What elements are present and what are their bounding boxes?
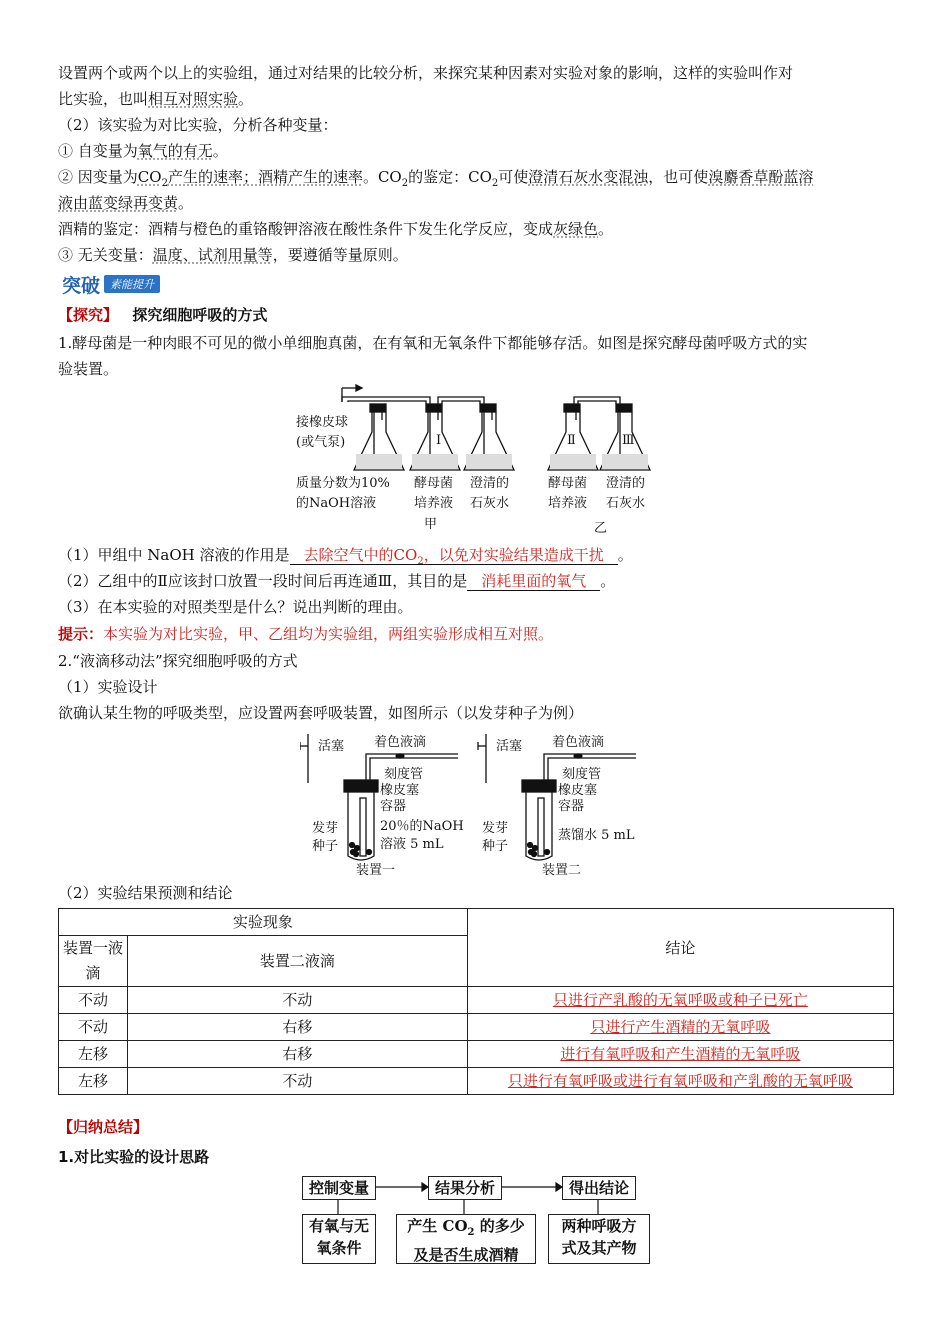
results-table [58,908,894,1095]
group-b-label: 乙 [594,521,608,536]
valve-label-1: 活塞 [318,739,345,754]
seed-label-2a: 发芽 [482,821,509,836]
yeast-label-b2: 培养液 [548,496,588,511]
row-2-device-1: 不动 [59,1014,128,1041]
stopper-label-1: 橡皮塞 [380,783,420,798]
summary-heading: 【归纳总结】 [58,1118,149,1136]
question-1-line-2: 验装置。 [58,360,119,378]
row-3-conclusion: 进行有氧呼吸和产生酒精的无氧呼吸 [467,1041,893,1068]
table-row [59,1041,894,1068]
header-conclusion: 结论 [467,909,893,987]
yeast-label-b1: 酵母菌 [548,476,588,491]
lime-label-a1: 澄清的 [470,476,510,491]
banner-subtitle: 素能提升 [104,275,160,293]
question-2-title: 2.“液滴移动法”探究细胞呼吸的方式 [58,652,298,670]
row-2-conclusion: 只进行产生酒精的无氧呼吸 [467,1014,893,1041]
table-row [59,987,894,1014]
drop-label-2: 着色液滴 [552,735,605,750]
naoh-label-fig2b: 溶液 5 mL [380,837,444,852]
flow-box-conclusion: 得出结论 [562,1176,636,1200]
flow-box-analysis: 结果分析 [428,1176,502,1200]
container-label-2: 容器 [558,799,585,814]
seed-label-2b: 种子 [482,839,509,854]
section-banner [62,273,160,295]
seed-label-1a: 发芽 [312,821,339,836]
header-device-1: 装置一液 滴 [59,936,128,987]
flow-sub-types: 两种呼吸方 式及其产物 [548,1214,650,1264]
intro-line-2: 比实验，也叫相互对照实验。 [58,90,254,108]
explore-heading: 【探究】 探究细胞呼吸的方式 [58,306,268,324]
row-4-conclusion: 只进行有氧呼吸或进行有氧呼吸和产乳酸的无氧呼吸 [467,1068,893,1095]
banner-title: 突破 [62,274,101,297]
design-subtitle: （1）实验设计 [58,678,158,696]
flask-label-1: Ⅰ [436,433,442,448]
flow-connectors [300,1176,640,1216]
naoh-label-1: 质量分数为10% [296,476,390,491]
lime-label-b2: 石灰水 [606,496,646,511]
tube-label-2: 刻度管 [562,767,602,782]
yeast-apparatus-figure [290,380,660,542]
seed-label-1b: 种子 [312,839,339,854]
intro-line-4: ① 自变量为氧气的有无。 [58,142,228,160]
intro-line-7: 酒精的鉴定：酒精与橙色的重铬酸钾溶液在酸性条件下发生化学反应，变成灰绿色。 [58,220,614,238]
flow-box-control: 控制变量 [302,1176,376,1200]
droplet-apparatus-figure [300,728,650,880]
flask-label-2: Ⅱ [567,433,576,448]
drop-label-1: 着色液滴 [374,735,427,750]
pump-label-1: 接橡皮球 [296,415,349,430]
flow-sub-products: 产生 $CO_2$ 的多少 及是否生成酒精 [396,1214,536,1264]
hint-line: 提示：本实验为对比实验，甲、乙组均为实验组，两组实验形成相互对照。 [58,625,554,643]
question-1-line-1: 1.酵母菌是一种肉眼不可见的微小单细胞真菌，在有氧和无氧条件下都能够存活。如图是探究酵母菌呼吸方式的实 [58,334,808,352]
pump-label-2: (或气泵) [296,435,346,450]
lime-label-a2: 石灰水 [470,496,510,511]
row-1-device-2: 不动 [128,987,468,1014]
header-device-2: 装置二液滴 [128,936,468,987]
device-1-label: 装置一 [356,863,396,878]
flow-sub-conditions: 有氧与无 氧条件 [302,1214,376,1264]
flask-label-3: Ⅲ [622,433,635,448]
row-1-device-1: 不动 [59,987,128,1014]
valve-label-2: 活塞 [496,739,523,754]
table-row [59,1014,894,1041]
row-4-device-1: 左移 [59,1068,128,1095]
summary-subtitle: 1.对比实验的设计思路 [58,1148,210,1166]
question-3: （3）在本实验的对照类型是什么？说出判断的理由。 [58,598,413,616]
lime-label-b1: 澄清的 [606,476,646,491]
design-text: 欲确认某生物的呼吸类型，应设置两套呼吸装置，如图所示（以发芽种子为例） [58,704,584,722]
answer-1: （1）甲组中 NaOH 溶液的作用是 去除空气中的$CO_2$，以免对实验结果造成干扰 。 [58,546,633,567]
row-2-device-2: 右移 [128,1014,468,1041]
stopper-label-2: 橡皮塞 [558,783,598,798]
intro-line-3: （2）该实验为对比实验，分析各种变量： [58,116,338,134]
table-row [59,1068,894,1095]
header-phenomenon: 实验现象 [59,909,468,936]
row-1-conclusion: 只进行产乳酸的无氧呼吸或种子已死亡 [467,987,893,1014]
results-subtitle: （2）实验结果预测和结论 [58,884,233,902]
intro-line-8: ③ 无关变量：温度、试剂用量等，要遵循等量原则。 [58,246,408,264]
container-label-1: 容器 [380,799,407,814]
naoh-label-fig2a: 20％的NaOH [380,819,464,834]
water-label: 蒸馏水 5 mL [558,828,635,843]
device-2-label: 装置二 [542,863,582,878]
naoh-label-2: 的NaOH溶液 [296,496,377,511]
intro-line-6: 液由蓝变绿再变黄。 [58,194,194,212]
answer-2: （2）乙组中的Ⅱ应该封口放置一段时间后再连通Ⅲ，其目的是 消耗里面的氧气 。 [58,572,616,590]
tube-label-1: 刻度管 [384,767,424,782]
row-3-device-2: 右移 [128,1041,468,1068]
row-3-device-1: 左移 [59,1041,128,1068]
yeast-label-a2: 培养液 [414,496,454,511]
group-a-label: 甲 [424,517,438,532]
intro-line-1: 设置两个或两个以上的实验组，通过对结果的比较分析，来探究某种因素对实验对象的影响，这样的实验叫作对 [58,64,794,82]
row-4-device-2: 不动 [128,1068,468,1095]
yeast-label-a1: 酵母菌 [414,476,454,491]
intro-line-5: ② 因变量为$CO_2$产生的速率；酒精产生的速率。$CO_2$的鉴定：$CO_2$可使澄清石灰水变混浊，也可使溴麝香草酚蓝溶 [58,168,814,189]
